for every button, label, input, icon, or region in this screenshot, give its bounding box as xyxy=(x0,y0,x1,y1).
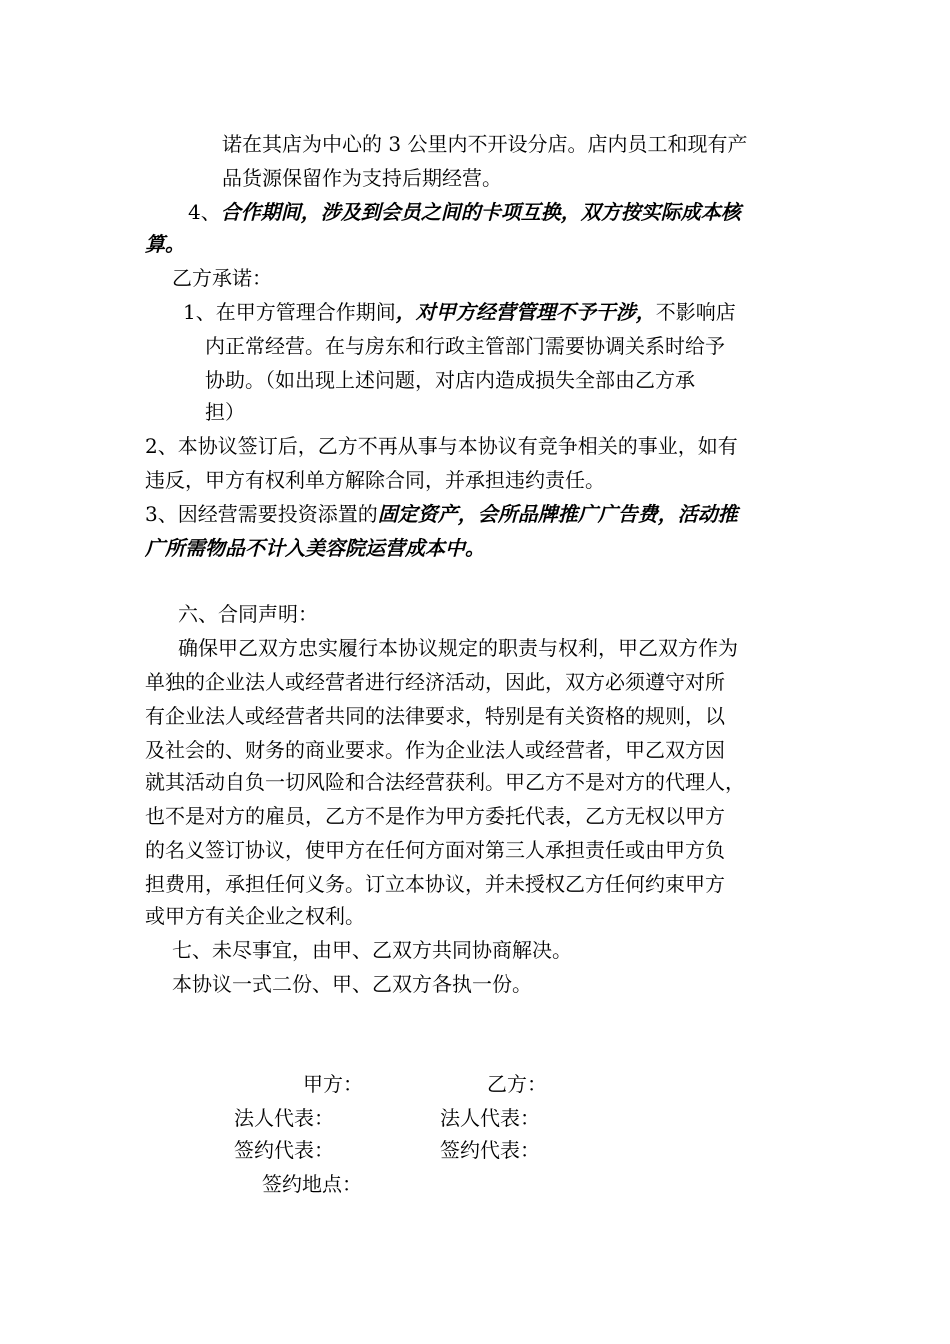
sign-rep-a-label: 签约代表： xyxy=(234,1138,334,1162)
text-line: 就其活动自负一切风险和合法经营获利。甲乙方不是对方的代理人， xyxy=(145,770,745,794)
section-6-text: 确保甲乙双方忠实履行本协议规定的职责与权利，甲乙双方作为 xyxy=(178,636,738,660)
text-line: 担费用，承担任何义务。订立本协议，并未授权乙方任何约束甲方 xyxy=(145,872,725,896)
promise-3 xyxy=(145,500,738,528)
text-line: 或甲方有关企业之权利。 xyxy=(145,904,365,928)
text-line: 协助。（如出现上述问题，对店内造成损失全部由乙方承 xyxy=(205,368,695,392)
signing-place-label: 签约地点： xyxy=(262,1172,362,1196)
text-line: 的名义签订协议，使甲方在任何方面对第三人承担责任或由甲方负 xyxy=(145,838,725,862)
copies-statement: 本协议一式二份、甲、乙双方各执一份。 xyxy=(172,972,532,996)
promise-3-text: 3、因经营需要投资添置的 xyxy=(145,502,378,526)
text-line: 内正常经营。在与房东和行政主管部门需要协调关系时给予 xyxy=(205,334,725,358)
party-a-label: 甲方： xyxy=(303,1072,363,1096)
text-line: 也不是对方的雇员，乙方不是作为甲方委托代表，乙方无权以甲方 xyxy=(145,804,725,828)
sign-rep-b-label: 签约代表： xyxy=(440,1138,540,1162)
promise-1-text: 1、在甲方管理合作期间 xyxy=(183,300,396,324)
promise-1 xyxy=(183,298,736,326)
legal-rep-a-label: 法人代表： xyxy=(234,1106,334,1130)
clause-4-continued: 算。 xyxy=(145,232,185,256)
text-line: 有企业法人或经营者共同的法律要求，特别是有关资格的规则，以 xyxy=(145,704,725,728)
promise-1-text-end: 不影响店 xyxy=(655,300,736,324)
text-line: 广所需物品不计入美容院运营成本中。 xyxy=(145,536,485,560)
promise-2: 2、本协议签订后，乙方不再从事与本协议有竞争相关的事业，如有 xyxy=(145,434,738,458)
clause-4-text: 合作期间，涉及到会员之间的卡项互换，双方按实际成本核 xyxy=(220,200,741,224)
section-7: 七、未尽事宜，由甲、乙双方共同协商解决。 xyxy=(172,938,572,962)
text-line: 品货源保留作为支持后期经营。 xyxy=(222,166,502,190)
promise-1-emphasis: ，对甲方经营管理不予干涉， xyxy=(395,300,656,324)
text-line: 诺在其店为中心的 3 公里内不开设分店。店内员工和现有产 xyxy=(222,132,748,156)
party-b-label: 乙方： xyxy=(487,1072,547,1096)
text-line: 违反，甲方有权利单方解除合同，并承担违约责任。 xyxy=(145,468,605,492)
clause-4 xyxy=(188,198,741,226)
text-line: 担） xyxy=(205,400,245,424)
legal-rep-b-label: 法人代表： xyxy=(440,1106,540,1130)
clause-4-number: 4、 xyxy=(188,200,221,224)
text-line: 单独的企业法人或经营者进行经济活动，因此，双方必须遵守对所 xyxy=(145,670,725,694)
party-b-promise-heading: 乙方承诺： xyxy=(172,266,272,290)
section-6-heading: 六、合同声明： xyxy=(178,602,318,626)
promise-3-emphasis: 固定资产，会所品牌推广广告费，活动推 xyxy=(377,502,738,526)
text-line: 及社会的、财务的商业要求。作为企业法人或经营者，甲乙双方因 xyxy=(145,738,725,762)
